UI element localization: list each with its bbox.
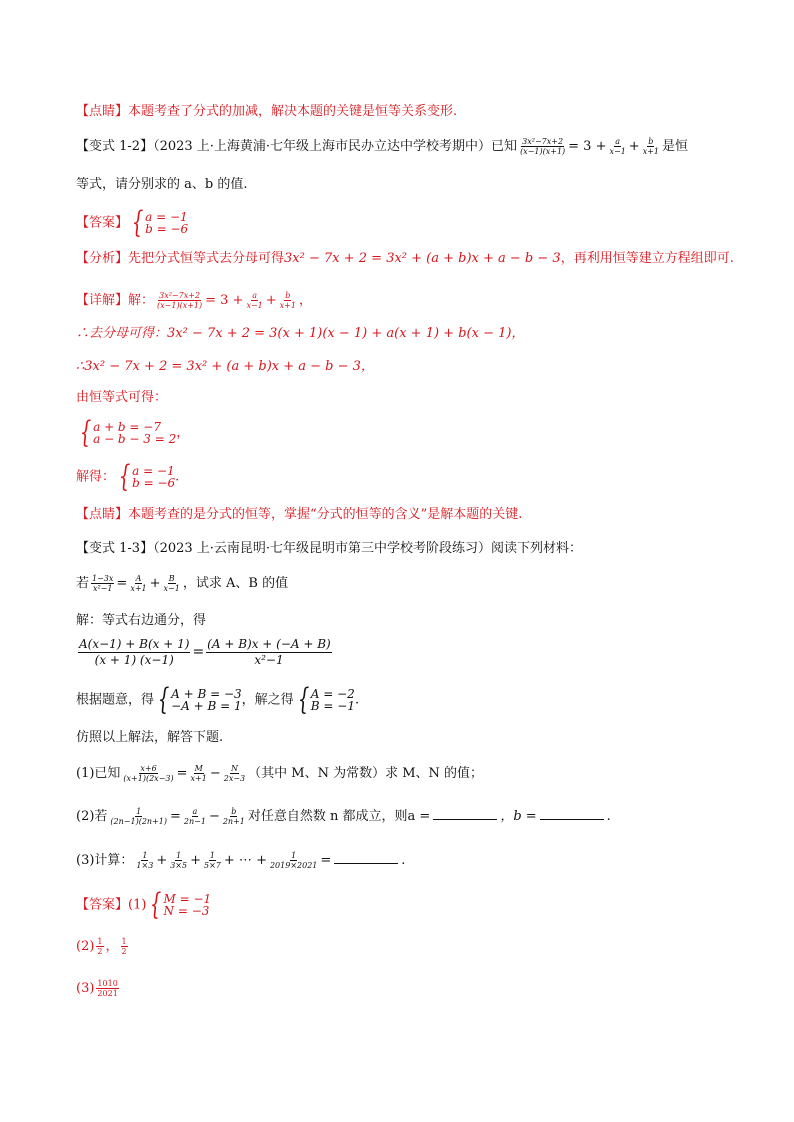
answer-blank-b[interactable] — [540, 807, 604, 820]
variant-1-3-header — [76, 540, 582, 558]
answer-1-3-part3: (3) $\frac{1010}{2021}$ — [76, 979, 118, 998]
detail-1-2-system: { a + b = −7 a − b − 3 = 2 ， — [79, 415, 190, 450]
variant-source: （2023 上·云南昆明·七年级昆明市第三中学校考阶段练习）阅读下列材料： — [153, 541, 583, 556]
dianjing-note-2 — [76, 506, 522, 524]
dianjing-note-1 — [76, 103, 457, 121]
detail-1-2-step1: ∴去分母可得：3x² − 7x + 2 = 3(x + 1)(x − 1) + a(x + 1) + b(x − 1)， — [76, 326, 525, 341]
detail-tag: 【详解】 — [76, 293, 129, 308]
variant-1-2-line2: 等式，请分别求的 a、b 的值. — [76, 177, 248, 192]
analysis-tag: 【分析】 — [76, 251, 129, 266]
material-big-fraction: $\frac{A(x-1) + B(x + 1)}{(x + 1) (x-1)}$ = $\frac{(A + B)x + (-A + B)}{\text{x²−1}}$ — [79, 637, 331, 667]
note-tag: 【点睛】 — [76, 104, 129, 119]
analysis-1-2: 【分析】先把分式恒等式去分母可得3x² − 7x + 2 = 3x² + (a + b)x + a − b − 3，再利用恒等建立方程组即可. — [76, 251, 734, 266]
detail-1-2-solution: 解得： { a = −1 b = −6 . — [76, 459, 180, 494]
analysis-equation: 3x² − 7x + 2 = 3x² + (a + b)x + a − b − 3 — [284, 251, 561, 266]
question-2: (2)若 $\frac{1}{(2n-1)(2n+1)}$ = $\frac{a}{2n-1}$ − $\frac{b}{2n+1}$ 对任意自然数 n 都成立，则a = ，b = . — [76, 807, 611, 826]
identity-b-fraction: $\frac{b}{x+1}$ — [642, 137, 660, 156]
answer-1-3-part1: 【答案】(1) { M = −1 N = −3 — [76, 887, 212, 922]
answer-tag: 【答案】 — [76, 897, 129, 913]
variant-source: （2023 上·上海黄浦·七年级上海市民办立达中学校考期中）已知 — [153, 139, 518, 154]
answer-1-2 — [76, 205, 189, 240]
question-1: (1)已知 $\frac{x+6}{(x+1)(2x-3)}$ = $\frac{M}{x+1}$ − $\frac{N}{2x-3}$ （其中 M、N 为常数）求 M、N 的值； — [76, 764, 484, 783]
answer-1-3-part2: (2) $\frac{1}{2}$ ， $\frac{1}{2}$ — [76, 937, 127, 956]
detail-1-2-step2: ∴3x² − 7x + 2 = 3x² + (a + b)x + a − b − 3， — [76, 359, 374, 374]
answer-blank-a[interactable] — [433, 807, 497, 820]
detail-1-2-step3: 由恒等式可得： — [76, 390, 168, 405]
material-solution-lead: 解：等式右边通分，得 — [76, 613, 207, 628]
answer-blank-sum[interactable] — [334, 851, 398, 864]
material-system: 根据题意，得 { A + B = −3 −A + B = 1 ，解之得 { A = −2 B = −1 . — [76, 682, 360, 717]
detail-1-2-line1: 【详解】解： $\frac{\text{3x²−7x+2}}{(x-1)(x+1)}$ = 3 + $\frac{a}{x-1}$ + $\frac{b}{x+1}$ ， — [76, 291, 312, 310]
note-tag: 【点睛】 — [76, 507, 129, 522]
material-example: 若 $\frac{1-3x}{\text{x²−1}}$ = $\frac{A}{x+1}$ + $\frac{B}{x-1}$ ，试求 A、B 的值 — [76, 574, 289, 593]
variant-tag: 【变式 1-2】 — [76, 139, 154, 154]
variant-1-2-line1: 【变式 1-2】（2023 上·上海黄浦·七年级上海市民办立达中学校考期中）已知 $\frac{\text{3x²−7x+2}}{(x-1)(x+1)}$ = 3 + $\frac{a}{x-1}$ + $\frac{b}{x+1}$ 是恒 — [76, 137, 689, 156]
variant-tag: 【变式 1-3】 — [76, 541, 154, 556]
answer-system: { a = −1 b = −6 — [131, 205, 189, 240]
answer-tag: 【答案】 — [76, 215, 129, 231]
note-text: 本题考查了分式的加减，解决本题的关键是恒等关系变形. — [128, 104, 458, 119]
question-3: (3)计算： $\frac{1}{1\times 3}$ + $\frac{1}{3\times 5}$ + $\frac{1}{5\times 7}$ + ⋯ + $\frac{1}{2019\times 2021}$ = . — [76, 851, 406, 870]
follow-instruction: 仿照以上解法，解答下题. — [76, 730, 224, 745]
identity-a-fraction: $\frac{a}{x-1}$ — [609, 137, 626, 156]
identity-lhs-fraction: $\frac{\text{3x²−7x+2}}{(x-1)(x+1)}$ — [520, 137, 566, 156]
note-text: 本题考查的是分式的恒等，掌握“分式的恒等的含义”是解本题的关键. — [128, 507, 523, 522]
